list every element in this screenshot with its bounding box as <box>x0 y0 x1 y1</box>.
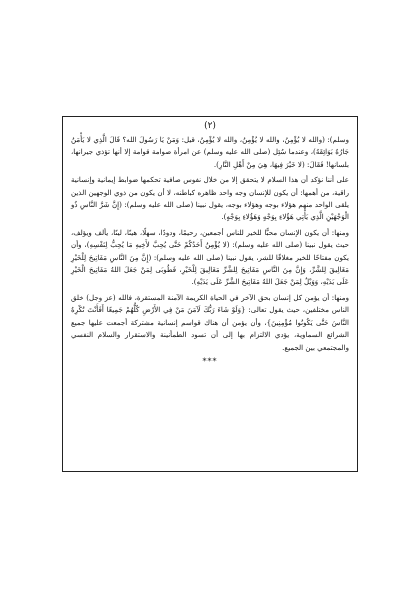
page-number: (٢) <box>204 121 216 131</box>
paragraph-3: ومنها: أن يكون الإنسان محبًّا للخير للناس أجمعين، رحيمًا، ودودًا، سهلًا، هينًا، لينًا، يألف ويؤلف، حيث يقول نبينا (صلى الله عليه وسلم): (لا يُؤْمِنُ أَحَدُكُمْ حَتَّى يُحِبَّ لأَخِيهِ مَا يُحِبُّ لِنَفْسِهِ)، وأن يكون مفتاحًا للخير مغلاقًا للشر، يقول نبينا (صلى الله عليه وسلم): (إِنَّ مِنَ النَّاسِ مَفَاتِيحَ لِلْخَيْرِ مَغَالِيقَ لِلشَّرِّ، وَإِنَّ مِنَ النَّاسِ مَفَاتِيحَ لِلشَّرِّ مَغَالِيقَ لِلْخَيْرِ، فَطُوبَى لِمَنْ جَعَلَ اللهُ مَفَاتِيحَ الْخَيْرِ عَلَى يَدَيْهِ، وَوَيْلٌ لِمَنْ جَعَلَ اللهُ مَفَاتِيحَ الشَّرِّ عَلَى يَدَيْهِ). <box>71 227 349 287</box>
page-frame <box>62 116 358 472</box>
paragraph-4: ومنها: أن يؤمن كل إنسان بحق الآخر في الحياة الكريمة الآمنة المستقرة، فالله (عز وجل) خلق الناس مختلفين، حيث يقول تعالى: {وَلَوْ شَاءَ رَبُّكَ لَآمَنَ مَنْ فِي الأَرْضِ كُلُّهُمْ جَمِيعًا أَفَأَنْتَ تُكْرِهُ النَّاسَ حَتَّى يَكُونُوا مُؤْمِنِينَ}، وأن يؤمن أن هناك قواسم إنسانية مشتركة أجمعت عليها جميع الشرائع السماوية، يؤدي الالتزام بها إلى أن تسود الطمأنينة والاستقرار والسلام النفسي والمجتمعي بين الجميع. <box>71 292 349 352</box>
paragraph-2: على أننا نؤكد أن هذا السلام لا يتحقق إلا من خلال نفوس صافية تحكمها ضوابط إيمانية وإنسانية راقية، من أهمها: أن يكون للإنسان وجه واحد ظاهره كباطنه، لا أن يكون من ذوي الوجهين الذين يلقى الواحد منهم هؤلاء بوجه وهؤلاء بوجه، يقول نبينا (صلى الله عليه وسلم): (إِنَّ شَرَّ النَّاسِ ذُو الْوَجْهَيْنِ الَّذِي يَأْتِي هَؤُلاءِ بِوَجْهٍ وَهَؤُلاءِ بِوَجْهٍ). <box>71 175 349 222</box>
end-mark: *** <box>202 356 218 366</box>
paragraph-1: وسلم): (والله لا يُؤْمِنُ، والله لا يُؤْمِنُ، والله لا يُؤْمِنُ، قيل: وَمَنْ يَا رَسُولَ الله؟ قَالَ الَّذِي لا يَأْمَنُ جَارُهُ بَوَائِقَهُ)، وعندما سُئِل (صلى الله عليه وسلم) عن امرأة صوامة قوامة إلا أنها تؤذي جيرانها، بلسانها! فَقَالَ: (لا خَيْرَ فِيهَا، هِيَ مِنْ أَهْلِ النَّارِ). <box>71 135 349 169</box>
